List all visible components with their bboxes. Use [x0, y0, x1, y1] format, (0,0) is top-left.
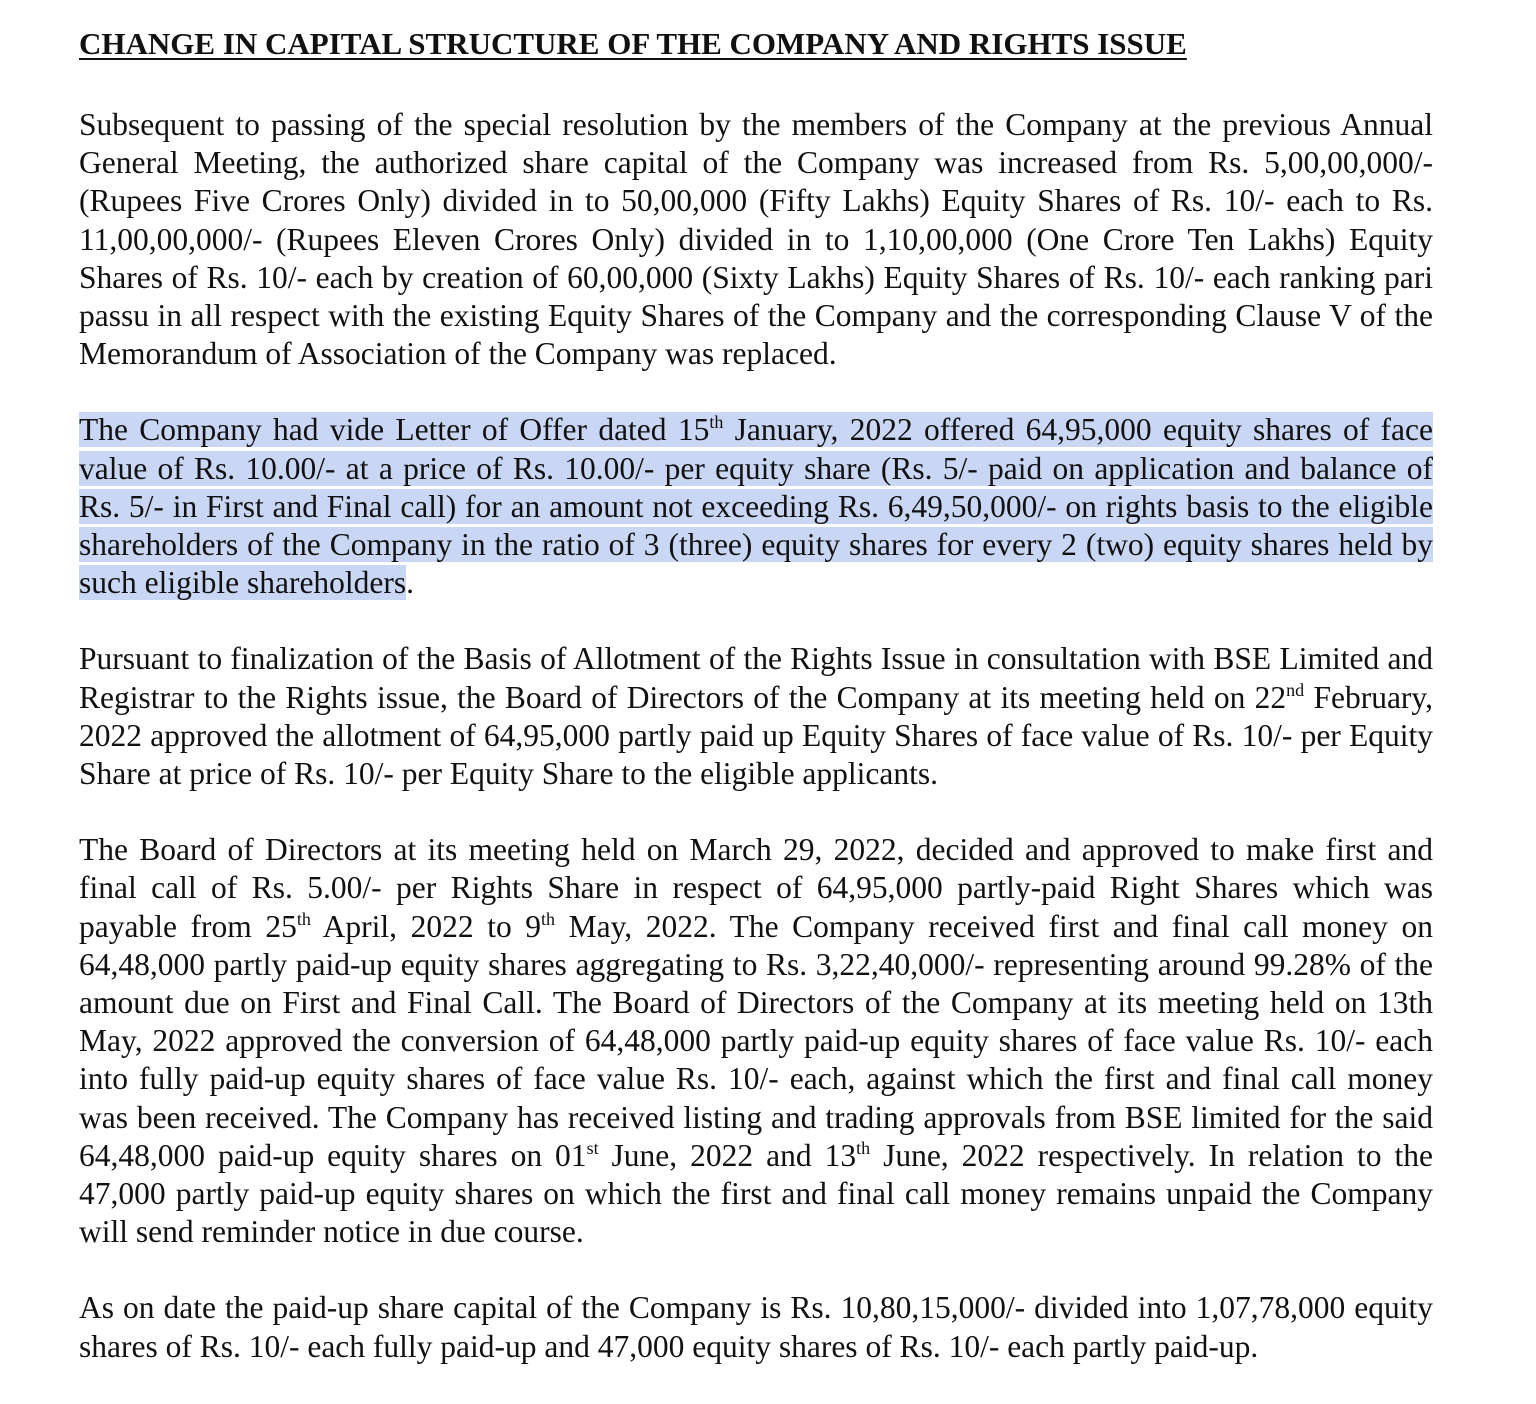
paragraph-text: June, 2022 and 13 [598, 1137, 857, 1173]
paragraph-text: April, 2022 to 9 [310, 908, 542, 944]
superscript: th [856, 1137, 871, 1158]
paragraph-text: February, 2022 approved the allotment of 64,95,000 partly paid up Equity Shares of face value of Rs. 10/- per Equity Share at price of Rs. 10/- per Equity Share to the eligible applicants. [79, 679, 1433, 792]
paragraph-text: . [406, 565, 415, 601]
paragraph-text: The Board of Directors at its meeting held on March 29, 2022, decided and approved to make first and final call of Rs. 5.00/- per Rights Share in respect of 64,95,000 partly-paid Right Shares which was payable from 25 [79, 832, 1433, 944]
superscript: th [709, 412, 724, 433]
superscript: nd [1286, 679, 1305, 700]
paragraph-text: June, 2022 respectively. In relation to the 47,000 partly paid-up equity shares on which the first and final call money remains unpaid the Company will send reminder notice in due course. [79, 1137, 1433, 1250]
superscript: th [296, 908, 311, 929]
section-heading: CHANGE IN CAPITAL STRUCTURE OF THE COMPANY AND RIGHTS ISSUE [79, 26, 1187, 61]
paragraph-text: May, 2022. The Company received first and final call money on 64,48,000 partly paid-up equity shares aggregating to Rs. 3,22,40,000/- representing around 99.28% of the amount due on First and Final Call. The Board of Directors of the Company at its meeting held on 13th May, 2022 approved the conversion of 64,48,000 partly paid-up equity shares of face value Rs. 10/- each into fully paid-up equity shares of face value Rs. 10/- each, against which the first and final call money was been received. The Company has received listing and trading approvals from BSE limited for the said 64,48,000 paid-up equity shares on 01 [79, 908, 1433, 1173]
paragraph-rights-offer[interactable] [79, 411, 1433, 602]
paragraph-text: The Company had vide Letter of Offer dated 15 [79, 412, 710, 448]
paragraph-call-money[interactable] [79, 831, 1433, 1251]
superscript: th [541, 908, 556, 929]
paragraph-allotment[interactable] [79, 640, 1433, 793]
paragraph-paid-up-capital[interactable]: As on date the paid-up share capital of the Company is Rs. 10,80,15,000/- divided into 1,07,78,000 equity shares of Rs. 10/- each fully paid-up and 47,000 equity shares of Rs. 10/- each partly paid-up. [79, 1290, 1433, 1364]
document-page [79, 24, 1433, 1404]
paragraph-text: Pursuant to finalization of the Basis of Allotment of the Rights Issue in consultation with BSE Limited and Registrar to the Rights issue, the Board of Directors of the Company at its meeting held on 22 [79, 641, 1433, 715]
paragraph-text: January, 2022 offered 64,95,000 equity shares of face value of Rs. 10.00/- at a price of Rs. 10.00/- per equity share (Rs. 5/- paid on application and balance of Rs. 5/- in First and Final call) for an amount not exceeding Rs. 6,49,50,000/- on rights basis to the eligible shareholders of the Company in the ratio of 3 (three) equity shares for every 2 (two) equity shares held by such eligible shareholders [79, 412, 1433, 601]
text-selection-highlight[interactable] [79, 412, 1433, 600]
superscript: st [586, 1137, 599, 1158]
paragraph-authorized-capital[interactable]: Subsequent to passing of the special resolution by the members of the Company at the previous Annual General Meeting, the authorized share capital of the Company was increased from Rs. 5,00,00,000/- (Rupees Five Crores Only) divided in to 50,00,000 (Fifty Lakhs) Equity Shares of Rs. 10/- each to Rs. 11,00,00,000/- (Rupees Eleven Crores Only) divided in to 1,10,00,000 (One Crore Ten Lakhs) Equity Shares of Rs. 10/- each by creation of 60,00,000 (Sixty Lakhs) Equity Shares of Rs. 10/- each ranking pari passu in all respect with the existing Equity Shares of the Company and the corresponding Clause V of the Memorandum of Association of the Company was replaced. [79, 107, 1433, 372]
